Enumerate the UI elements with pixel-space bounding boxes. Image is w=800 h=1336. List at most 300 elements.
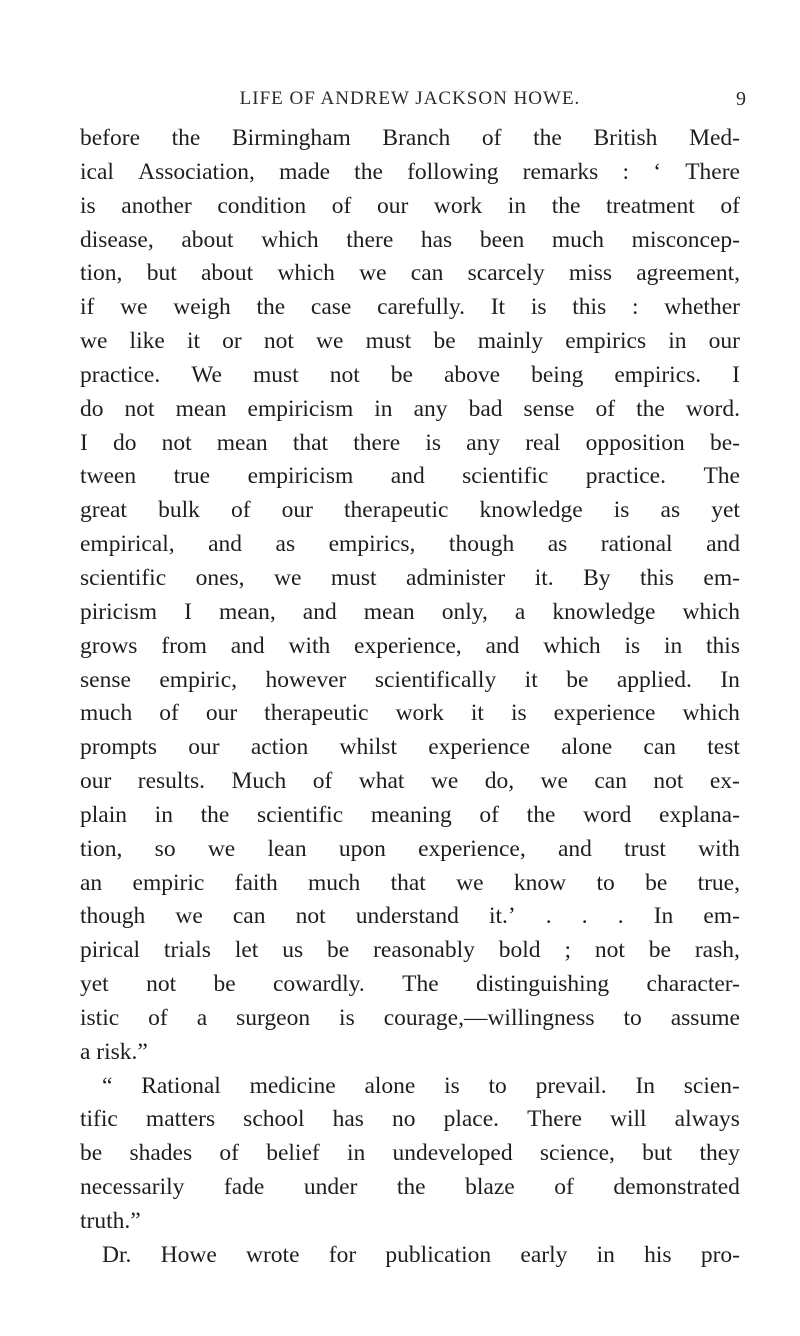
word: tion, (80, 835, 123, 862)
text-line (80, 190, 740, 224)
text-line (80, 393, 740, 427)
word: which (682, 598, 740, 625)
word: and (485, 632, 520, 659)
word: much (551, 226, 605, 253)
word: be (213, 971, 236, 998)
text-line (80, 359, 740, 393)
word: yet (711, 497, 740, 524)
text-line (80, 427, 740, 461)
word: do (112, 429, 137, 456)
word: we (274, 564, 302, 591)
word: above (443, 361, 501, 388)
word: not (329, 361, 360, 388)
word: like (129, 328, 165, 355)
word: opposition (585, 429, 685, 456)
word: The (703, 463, 740, 490)
word: necessarily (80, 1174, 185, 1201)
word: practice. (80, 361, 161, 388)
word: as (660, 497, 681, 524)
word: mean (216, 429, 268, 456)
word: test (707, 734, 740, 761)
text-line (80, 528, 740, 562)
word: cowardly. (272, 971, 365, 998)
word: experience, (354, 632, 462, 659)
word: case (310, 294, 352, 321)
text-line (80, 122, 740, 156)
word: not (146, 971, 177, 998)
word: the (256, 294, 286, 321)
word: the (396, 1174, 426, 1201)
text-line (80, 630, 740, 664)
word: much (80, 700, 133, 727)
word: and (706, 531, 740, 558)
word: do (80, 395, 104, 422)
word: empirical, (80, 531, 175, 558)
word: action (250, 734, 309, 761)
word: bad (468, 395, 503, 422)
text-line (80, 664, 740, 698)
word: and (230, 632, 265, 659)
word: wrote (246, 1241, 300, 1268)
word: we (456, 869, 484, 896)
word: before (80, 125, 141, 151)
word: scientific (80, 564, 167, 591)
word: of (331, 192, 352, 219)
word: results. (137, 768, 205, 795)
word: character- (646, 971, 740, 998)
text-line (80, 1103, 740, 1137)
word: to (596, 869, 615, 896)
text-line (80, 731, 740, 765)
word: not (161, 429, 192, 456)
running-title: LIFE OF ANDREW JACKSON HOWE. (239, 88, 581, 109)
word: let (234, 937, 259, 964)
word: : (631, 294, 639, 321)
word: or (222, 328, 242, 355)
word: word (583, 801, 632, 828)
word: misconcep- (631, 226, 740, 253)
word: any (413, 395, 448, 422)
text-line (80, 968, 740, 1002)
word: mean (363, 598, 415, 625)
text-line: truth.” (80, 1208, 141, 1234)
word: ical (80, 158, 114, 185)
word: real (525, 429, 561, 456)
word: true (173, 463, 211, 490)
word: of (219, 1140, 239, 1167)
word: Branch (382, 125, 451, 151)
word: in (596, 1241, 615, 1268)
text-line (80, 494, 740, 528)
word: must (330, 564, 377, 591)
word: pro- (700, 1241, 740, 1268)
word: is (624, 632, 641, 659)
text-line (80, 1239, 740, 1273)
word: that (390, 869, 426, 896)
word: yet (80, 971, 109, 998)
text-line (80, 1070, 740, 1104)
word: Howe (160, 1241, 217, 1268)
word: We (191, 361, 222, 388)
word: rash, (694, 937, 740, 964)
word: assume (670, 1004, 740, 1031)
word: in (154, 801, 173, 828)
word: we (430, 768, 459, 795)
word: this (706, 632, 740, 659)
word: early (520, 1241, 568, 1268)
word: we (175, 903, 203, 930)
word: there (346, 226, 394, 253)
word: lean (267, 835, 307, 862)
word: shades (129, 1140, 193, 1167)
word: be- (709, 429, 740, 456)
word: the (354, 158, 383, 185)
word: bold (498, 937, 541, 964)
word: tween (80, 463, 137, 490)
word: There (527, 1106, 582, 1133)
word: and (208, 531, 243, 558)
word: has (420, 226, 453, 253)
word: fade (223, 1174, 265, 1201)
word: Association, (138, 158, 255, 185)
word: the (526, 801, 556, 828)
word: what (358, 768, 405, 795)
text-line (80, 867, 740, 901)
word: of (312, 768, 333, 795)
word: understand (355, 903, 459, 930)
word: school (243, 1106, 305, 1133)
word: knowledge (552, 598, 656, 625)
word: medicine (249, 1072, 336, 1099)
word: In (653, 903, 674, 930)
word: prevail. (535, 1072, 607, 1099)
word: mean (175, 395, 227, 422)
word: a (514, 598, 526, 625)
word: British (593, 125, 658, 151)
word: is (339, 1004, 355, 1031)
word: piricism (80, 598, 158, 625)
word: tific (80, 1106, 118, 1133)
word: weigh (173, 294, 231, 321)
word: in (346, 1140, 366, 1167)
word: they (699, 1140, 740, 1167)
word: be (566, 666, 589, 693)
word: tion, (80, 260, 123, 287)
word: empirics, (328, 531, 416, 558)
word: ex- (709, 768, 740, 795)
word: upon (338, 835, 386, 862)
word: reasonably (373, 937, 475, 964)
word: Much (231, 768, 287, 795)
word: our (205, 700, 238, 727)
word: experience, (418, 835, 526, 862)
word: science, (539, 1140, 615, 1167)
word: of (148, 1004, 168, 1031)
word: scientific (257, 801, 344, 828)
word: of (554, 1174, 574, 1201)
word: pirical (80, 937, 141, 964)
word: only, (441, 598, 488, 625)
text-line (80, 460, 740, 494)
word: our (708, 328, 740, 355)
word: much (308, 869, 361, 896)
word: about (181, 226, 234, 253)
word: empirics. (614, 361, 702, 388)
word: know (513, 869, 567, 896)
word: for (328, 1241, 357, 1268)
text-line (80, 765, 740, 799)
text-line (80, 799, 740, 833)
word: sense (523, 395, 575, 422)
word: following (407, 158, 499, 185)
text-line (80, 1137, 740, 1171)
word: remarks (522, 158, 599, 185)
word: empiricism (247, 463, 354, 490)
word: it (470, 700, 484, 727)
word: administer (406, 564, 506, 591)
word: condition (217, 192, 307, 219)
word: : (622, 158, 630, 185)
word: a (196, 1004, 208, 1031)
word: be (645, 869, 668, 896)
text-line (80, 697, 740, 731)
word: any (466, 429, 501, 456)
word: of (481, 125, 502, 151)
word: be (80, 1140, 103, 1167)
word: I (732, 361, 740, 388)
word: There (685, 158, 740, 185)
word: which (277, 260, 335, 287)
word: “ (102, 1072, 113, 1099)
word: his (644, 1241, 672, 1268)
word: whilst (339, 734, 397, 761)
word: not (263, 328, 294, 355)
word: we (80, 328, 108, 355)
text-line (80, 833, 740, 867)
word: empiric (132, 869, 205, 896)
word: prompts (80, 734, 158, 761)
word: must (253, 361, 299, 388)
word: be (648, 937, 671, 964)
word: made (279, 158, 330, 185)
word: not (594, 937, 625, 964)
text-line: a risk.” (80, 1038, 148, 1065)
word: great (80, 497, 127, 524)
word: The (402, 971, 439, 998)
word: in (668, 328, 687, 355)
word: disease, (80, 226, 154, 253)
text-line (80, 596, 740, 630)
word: In (720, 666, 740, 693)
word: not (295, 903, 326, 930)
word: it. (534, 564, 554, 591)
running-head (80, 88, 746, 112)
word: to (623, 1004, 642, 1031)
word: no (392, 1106, 416, 1133)
word: under (303, 1174, 358, 1201)
word: is (510, 700, 527, 727)
word: alone (364, 1072, 416, 1099)
word: it.’ (488, 903, 516, 930)
word: sense (80, 666, 131, 693)
word: always (674, 1106, 740, 1133)
word: treatment (606, 192, 695, 219)
word: carefully. (377, 294, 465, 321)
word: trials (163, 937, 211, 964)
word: rational (600, 531, 673, 558)
word: I (80, 429, 88, 456)
word: bulk (158, 497, 200, 524)
word: of (230, 497, 251, 524)
word: can (232, 903, 266, 930)
word: an (80, 869, 103, 896)
word: though (448, 531, 515, 558)
word: whether (664, 294, 740, 321)
word: ‘ (653, 158, 662, 185)
word: of (720, 192, 740, 219)
word: though (80, 903, 146, 930)
word: but (642, 1140, 673, 1167)
word: being (531, 361, 584, 388)
word: been (479, 226, 525, 253)
text-line (80, 934, 740, 968)
word: explana- (659, 801, 740, 828)
word: surgeon (236, 1004, 311, 1031)
word: knowledge (479, 497, 583, 524)
word: empirics (565, 328, 647, 355)
word: with (698, 835, 740, 862)
word: be (327, 937, 350, 964)
text-line (80, 1171, 740, 1205)
word: has (332, 1106, 364, 1133)
word: which (682, 700, 740, 727)
word: trust (624, 835, 666, 862)
word: this (572, 294, 607, 321)
word: plain (80, 801, 127, 828)
text-line (80, 325, 740, 359)
word: work (433, 192, 483, 219)
word: we (359, 260, 387, 287)
word: belief (266, 1140, 320, 1167)
word: we (120, 294, 148, 321)
word: . (581, 903, 588, 930)
word: in (374, 395, 393, 422)
word: the (551, 192, 581, 219)
word: not (124, 395, 155, 422)
word: our (281, 497, 313, 524)
word: agreement, (636, 260, 740, 287)
word: I (184, 598, 192, 625)
word: Dr. (102, 1241, 132, 1268)
word: scien- (683, 1072, 740, 1099)
word: practice. (585, 463, 666, 490)
word: can (410, 260, 444, 287)
word: Med- (689, 125, 740, 151)
word: the (171, 125, 201, 151)
word: mainly (477, 328, 544, 355)
word: true, (697, 869, 740, 896)
word: the (636, 395, 665, 422)
word: therapeutic (264, 700, 369, 727)
word: empiricism (247, 395, 354, 422)
word: the (200, 801, 230, 828)
word: this (639, 564, 674, 591)
word: to (488, 1072, 507, 1099)
body-text (80, 122, 740, 1273)
word: is (613, 497, 630, 524)
word: must (365, 328, 412, 355)
word: By (583, 564, 611, 591)
word: of (479, 801, 499, 828)
word: so (154, 835, 176, 862)
text-line (80, 156, 740, 190)
word: . (617, 903, 624, 930)
word: however (265, 666, 347, 693)
word: em- (703, 564, 740, 591)
word: and (390, 463, 425, 490)
word: as (547, 531, 568, 558)
word: not (653, 768, 684, 795)
text-line (80, 1002, 740, 1036)
word: be (433, 328, 456, 355)
word: . (545, 903, 552, 930)
word: as (275, 531, 296, 558)
word: but (146, 260, 177, 287)
word: scientific (462, 463, 549, 490)
word: be (390, 361, 413, 388)
word: blaze (465, 1174, 515, 1201)
word: Rational (141, 1072, 221, 1099)
word: ones, (195, 564, 245, 591)
word: grows (80, 632, 138, 659)
word: which (543, 632, 601, 659)
word: which (261, 226, 319, 253)
word: will (610, 1106, 647, 1133)
word: in (507, 192, 527, 219)
word: experience (553, 700, 656, 727)
word: can (594, 768, 627, 795)
word: meaning (370, 801, 452, 828)
word: is (444, 1072, 460, 1099)
word: another (121, 192, 192, 219)
word: experience (428, 734, 531, 761)
word: place. (443, 1106, 500, 1133)
word: can (643, 734, 677, 761)
word: we (207, 835, 236, 862)
word: mean, (218, 598, 276, 625)
page-number: 9 (736, 88, 746, 110)
word: and (302, 598, 337, 625)
word: matters (145, 1106, 216, 1133)
word: faith (234, 869, 278, 896)
word: with (288, 632, 331, 659)
word: ; (564, 937, 571, 964)
word: the (533, 125, 562, 151)
word: work (395, 700, 444, 727)
text-line (80, 291, 740, 325)
word: demonstrated (613, 1174, 740, 1201)
word: it (186, 328, 200, 355)
word: our (188, 734, 220, 761)
word: publication (385, 1241, 492, 1268)
word: from (161, 632, 207, 659)
word: It (490, 294, 506, 321)
word: scarcely (467, 260, 545, 287)
word: do, (484, 768, 515, 795)
word: empiric, (159, 666, 238, 693)
word: it (524, 666, 538, 693)
word: our (80, 768, 112, 795)
